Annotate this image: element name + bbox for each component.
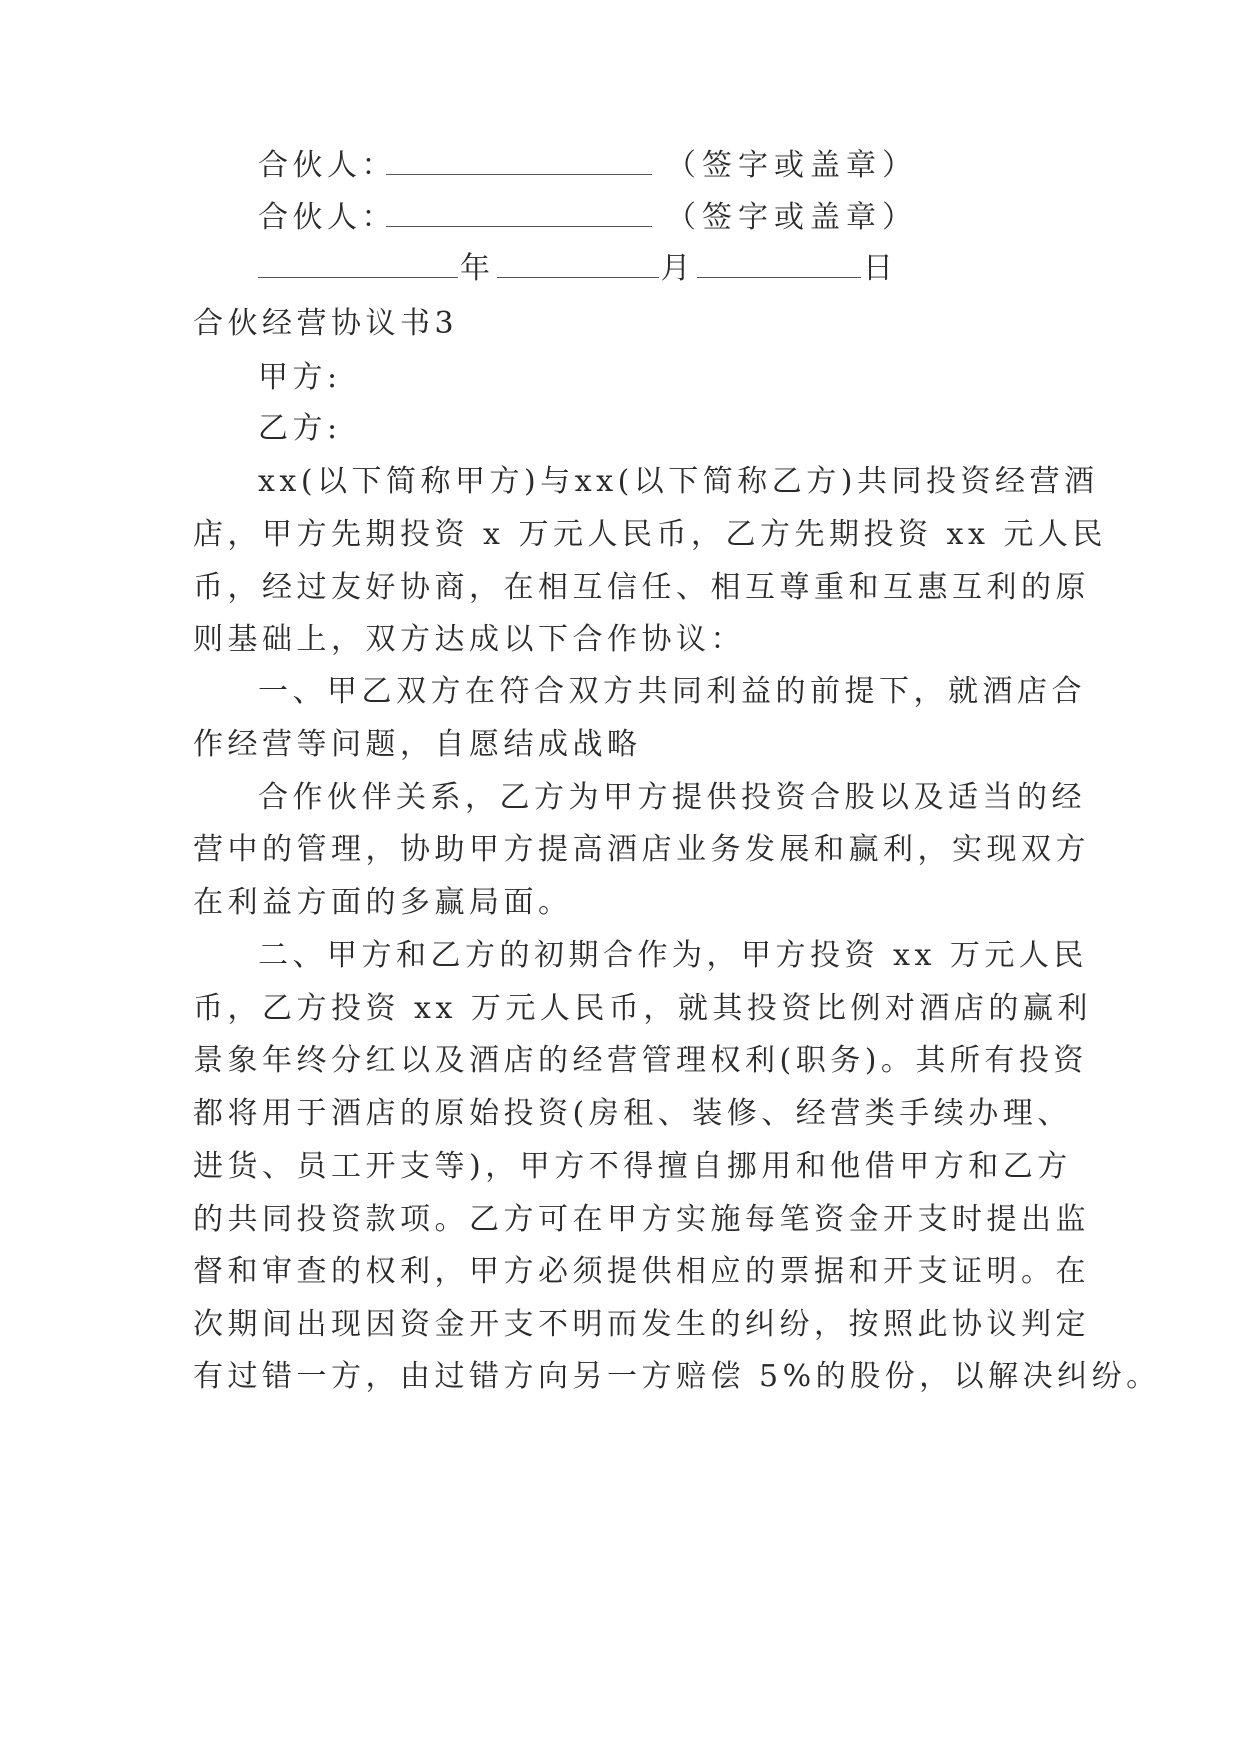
text-line: 次期间出现因资金开支不明而发生的纠纷，按照此协议判定 — [193, 1307, 1090, 1342]
text-line: 都将用于酒店的原始投资(房租、装修、经营类手续办理、 — [193, 1096, 1072, 1131]
signature-note: （签字或盖章） — [666, 200, 918, 235]
signature-label: 合伙人： — [258, 148, 396, 183]
text-line: 合作伙伴关系，乙方为甲方提供投资合股以及适当的经 — [258, 780, 1086, 815]
signature-note: （签字或盖章） — [666, 148, 918, 183]
text-line: 进货、员工开支等)，甲方不得擅自挪用和他借甲方和乙方 — [193, 1149, 1072, 1184]
text-line: 在利益方面的多赢局面。 — [193, 885, 573, 920]
day-blank[interactable] — [697, 251, 861, 278]
year-unit: 年 — [460, 251, 495, 286]
text-line: 币，乙方投资 xx 万元人民币，就其投资比例对酒店的赢利 — [193, 991, 1092, 1026]
signature-blank[interactable] — [386, 148, 652, 175]
document-title: 合伙经营协议书3 — [193, 306, 459, 341]
signature-line-1 — [258, 147, 1058, 185]
text-line: 有过错一方，由过错方向另一方赔偿 5%的股份，以解决纠纷。 — [193, 1359, 1161, 1394]
month-unit: 月 — [660, 251, 695, 286]
party-b-label: 乙方: — [258, 411, 342, 446]
text-line: 店，甲方先期投资 x 万元人民币，乙方先期投资 xx 元人民 — [193, 517, 1107, 552]
text-line: 一、甲乙双方在符合双方共同利益的前提下，就酒店合 — [258, 674, 1086, 709]
text-line: 的共同投资款项。乙方可在甲方实施每笔资金开支时提出监 — [193, 1202, 1090, 1237]
day-unit: 日 — [863, 251, 898, 286]
text-line: xx(以下简称甲方)与xx(以下简称乙方)共同投资经营酒 — [258, 464, 1099, 499]
month-blank[interactable] — [497, 251, 659, 278]
text-line: 币，经过友好协商，在相互信任、相互尊重和互惠互利的原 — [193, 570, 1090, 605]
signature-line-2 — [258, 199, 1058, 237]
signature-blank[interactable] — [386, 200, 652, 227]
text-line: 营中的管理，协助甲方提高酒店业务发展和赢利，实现双方 — [193, 832, 1090, 867]
year-blank[interactable] — [258, 251, 458, 278]
text-line: 景象年终分红以及酒店的经营管理权利(职务)。其所有投资 — [193, 1043, 1088, 1078]
party-a-label: 甲方: — [258, 360, 342, 395]
date-line — [258, 250, 1058, 288]
text-line: 作经营等问题，自愿结成战略 — [193, 727, 642, 762]
signature-label: 合伙人： — [258, 200, 396, 235]
text-line: 督和审查的权利，甲方必须提供相应的票据和开支证明。在 — [193, 1254, 1090, 1289]
text-line: 二、甲方和乙方的初期合作为，甲方投资 xx 万元人民 — [258, 938, 1088, 973]
text-line: 则基础上，双方达成以下合作协议： — [193, 622, 745, 657]
